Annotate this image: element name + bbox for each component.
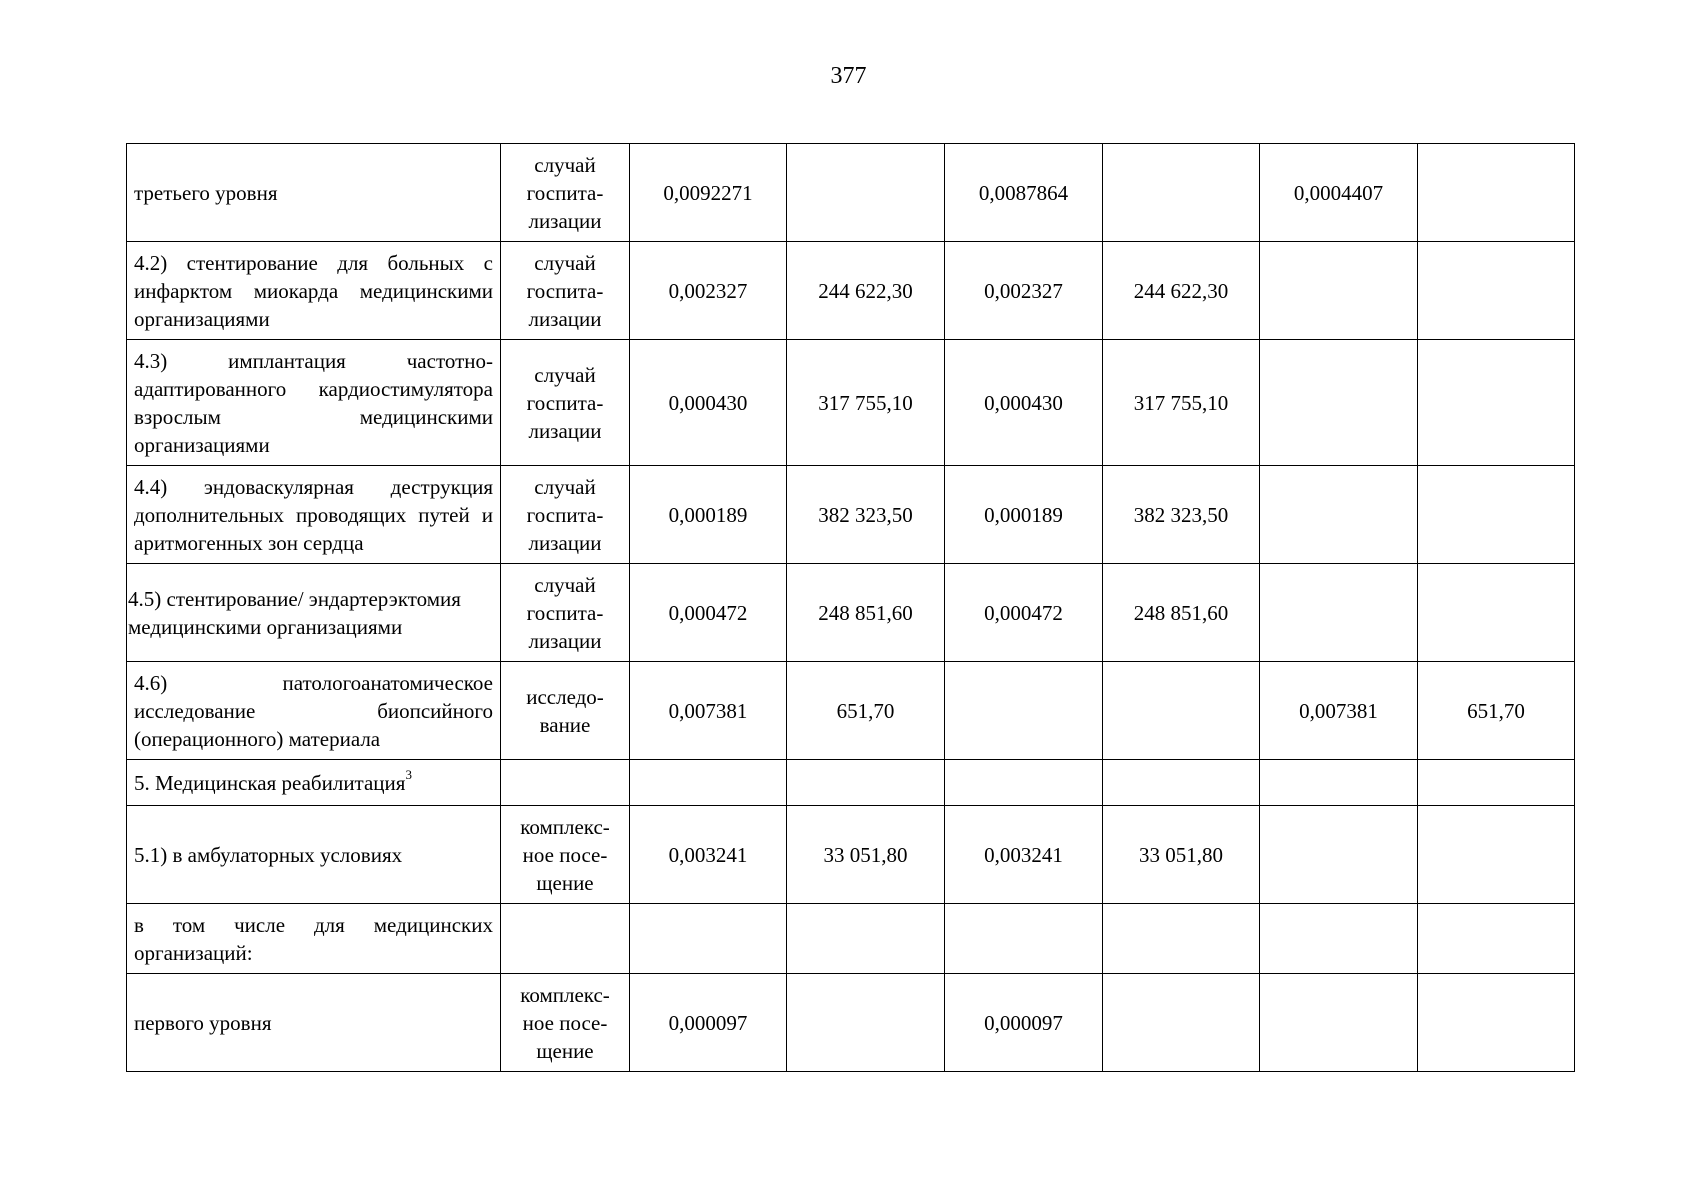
unit-line: случай (534, 152, 596, 177)
row-name: 4.5) стентирование/ эндартерэктомия медицинскими организациями (128, 586, 461, 639)
value-cell (1260, 974, 1418, 1072)
value-cell (1418, 466, 1575, 564)
value-cell: 0,000472 (945, 564, 1103, 662)
value-cell (1260, 806, 1418, 904)
table-row (127, 340, 1575, 466)
row-name-cell (127, 340, 501, 466)
table-row (127, 662, 1575, 760)
value-cell (1103, 144, 1260, 242)
value-cell (787, 760, 945, 806)
unit-line: госпита- (526, 180, 604, 205)
table-row (127, 760, 1575, 806)
value-cell (1103, 760, 1260, 806)
row-name: третьего уровня (134, 180, 278, 205)
unit-line: лизации (528, 306, 602, 331)
value-cell (1418, 242, 1575, 340)
table-row (127, 144, 1575, 242)
unit-line: лизации (528, 628, 602, 653)
value-cell: 0,000430 (945, 340, 1103, 466)
value-cell: 0,002327 (630, 242, 787, 340)
value-cell (1418, 806, 1575, 904)
value-cell: 33 051,80 (787, 806, 945, 904)
value-cell: 0,000189 (630, 466, 787, 564)
value-cell: 248 851,60 (1103, 564, 1260, 662)
value-cell: 0,000097 (945, 974, 1103, 1072)
value-cell (630, 760, 787, 806)
unit-line: лизации (528, 530, 602, 555)
value-cell (945, 904, 1103, 974)
unit-line: случай (534, 250, 596, 275)
unit-line: случай (534, 572, 596, 597)
unit-cell (501, 466, 630, 564)
value-cell: 244 622,30 (787, 242, 945, 340)
value-cell: 0,0092271 (630, 144, 787, 242)
data-table (126, 143, 1575, 1072)
unit-line: госпита- (526, 502, 604, 527)
value-cell: 0,003241 (630, 806, 787, 904)
unit-line: госпита- (526, 390, 604, 415)
value-cell (1260, 760, 1418, 806)
value-cell (1418, 144, 1575, 242)
unit-line: госпита- (526, 278, 604, 303)
value-cell: 317 755,10 (787, 340, 945, 466)
value-cell: 0,000189 (945, 466, 1103, 564)
value-cell (1260, 564, 1418, 662)
value-cell (630, 904, 787, 974)
value-cell: 0,000472 (630, 564, 787, 662)
unit-line: лизации (528, 418, 602, 443)
unit-cell (501, 340, 630, 466)
row-name-cell (127, 242, 501, 340)
value-cell: 0,0087864 (945, 144, 1103, 242)
value-cell (1418, 760, 1575, 806)
value-cell (787, 904, 945, 974)
value-cell (1418, 340, 1575, 466)
unit-line: случай (534, 474, 596, 499)
footnote-marker: 3 (405, 766, 412, 782)
table-row (127, 904, 1575, 974)
unit-line: щение (536, 870, 594, 895)
unit-cell (501, 242, 630, 340)
value-cell: 0,007381 (630, 662, 787, 760)
unit-cell (501, 806, 630, 904)
unit-cell (501, 904, 630, 974)
row-name-cell (127, 564, 501, 662)
row-name: 5. Медицинская реабилитация (134, 770, 406, 795)
unit-line: вание (539, 712, 591, 737)
unit-line: комплекс- (520, 814, 610, 839)
row-name-cell (127, 806, 501, 904)
value-cell (945, 760, 1103, 806)
value-cell: 0,0004407 (1260, 144, 1418, 242)
row-name: 4.4) эндоваскулярная деструкция дополнительных проводящих путей и аритмогенных зон сердца (134, 474, 493, 555)
value-cell: 0,000097 (630, 974, 787, 1072)
table-row (127, 466, 1575, 564)
row-name-cell (127, 760, 501, 806)
row-name: 4.2) стентирование для больных с инфарктом миокарда медицинскими организациями (134, 250, 493, 331)
row-name-cell (127, 144, 501, 242)
row-name-cell (127, 662, 501, 760)
value-cell: 651,70 (1418, 662, 1575, 760)
value-cell (1260, 466, 1418, 564)
value-cell: 0,002327 (945, 242, 1103, 340)
value-cell: 0,003241 (945, 806, 1103, 904)
row-name: первого уровня (134, 1010, 272, 1035)
value-cell (1418, 904, 1575, 974)
unit-cell (501, 564, 630, 662)
value-cell: 651,70 (787, 662, 945, 760)
row-name: 4.6) патологоанатомическое исследование биопсийного (операционного) материала (134, 670, 493, 751)
unit-line: госпита- (526, 600, 604, 625)
row-name: 5.1) в амбулаторных условиях (134, 842, 403, 867)
value-cell (1418, 564, 1575, 662)
table-row (127, 564, 1575, 662)
table-row (127, 974, 1575, 1072)
table-body (127, 144, 1575, 1072)
row-name: 4.3) имплантация частотно-адаптированного кардиостимулятора взрослым медицинскими организациями (134, 348, 493, 457)
unit-cell (501, 662, 630, 760)
unit-line: случай (534, 362, 596, 387)
value-cell: 33 051,80 (1103, 806, 1260, 904)
row-name-cell (127, 904, 501, 974)
value-cell: 382 323,50 (1103, 466, 1260, 564)
unit-cell (501, 760, 630, 806)
unit-line: ное посе- (522, 842, 608, 867)
value-cell: 0,000430 (630, 340, 787, 466)
unit-line: ное посе- (522, 1010, 608, 1035)
value-cell: 0,007381 (1260, 662, 1418, 760)
row-name: в том числе для медицинских организаций: (134, 912, 493, 965)
row-name-cell (127, 974, 501, 1072)
page-number: 377 (830, 63, 867, 89)
value-cell (787, 974, 945, 1072)
unit-line: щение (536, 1038, 594, 1063)
value-cell (945, 662, 1103, 760)
value-cell (787, 144, 945, 242)
value-cell (1103, 974, 1260, 1072)
value-cell: 244 622,30 (1103, 242, 1260, 340)
value-cell (1103, 662, 1260, 760)
value-cell (1260, 904, 1418, 974)
row-name-cell (127, 466, 501, 564)
value-cell (1260, 242, 1418, 340)
value-cell (1418, 974, 1575, 1072)
unit-line: комплекс- (520, 982, 610, 1007)
value-cell (1103, 904, 1260, 974)
unit-cell (501, 974, 630, 1072)
unit-line: лизации (528, 208, 602, 233)
table-row (127, 242, 1575, 340)
unit-line: исследо- (526, 684, 604, 709)
value-cell: 317 755,10 (1103, 340, 1260, 466)
unit-cell (501, 144, 630, 242)
value-cell: 382 323,50 (787, 466, 945, 564)
table-row (127, 806, 1575, 904)
value-cell (1260, 340, 1418, 466)
value-cell: 248 851,60 (787, 564, 945, 662)
